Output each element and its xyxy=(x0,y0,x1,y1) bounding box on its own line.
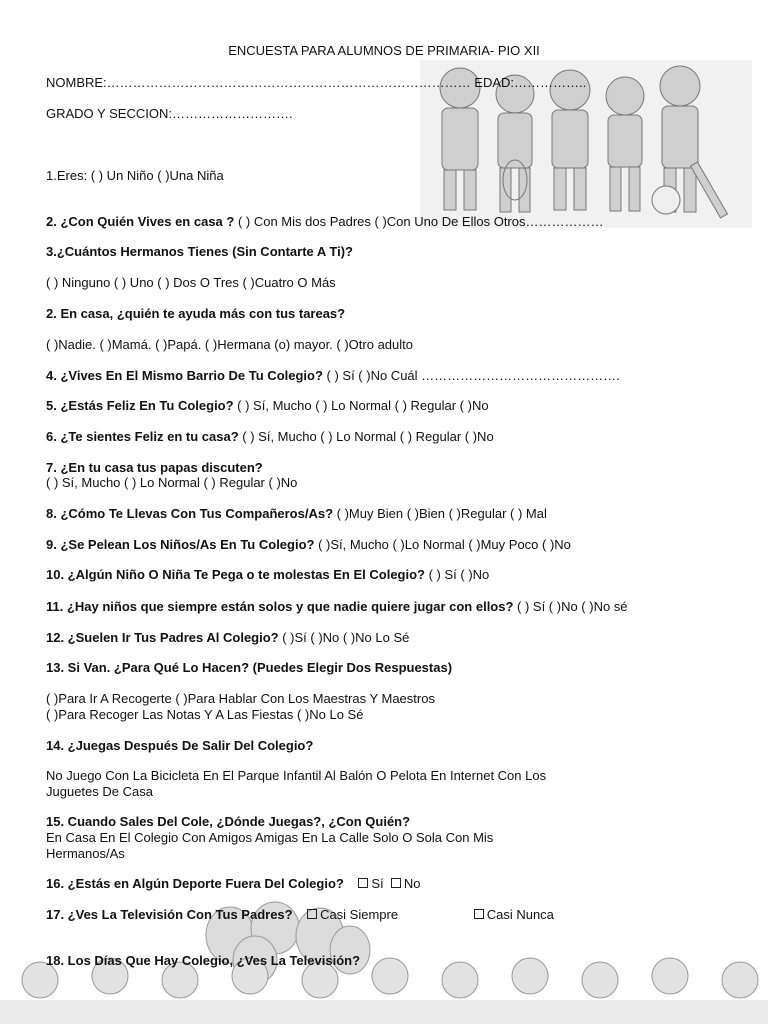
question-5-options: ( ) Sí, Mucho ( ) Lo Normal ( ) Regular ( )No xyxy=(233,398,489,413)
question-15-label: 15. Cuando Sales Del Cole, ¿Dónde Juegas?, ¿Con Quién? xyxy=(46,814,411,829)
question-8 xyxy=(46,506,547,521)
question-homework-label: 2. En casa, ¿quién te ayuda más con tus tareas? xyxy=(46,306,346,321)
question-4-options: ( ) Sí ( )No Cuál ………………………………………. xyxy=(322,368,620,383)
checkbox-icon[interactable] xyxy=(474,909,484,919)
question-16-option-yes: Sí xyxy=(371,876,384,891)
question-11 xyxy=(46,599,628,614)
question-2-options: ( ) Con Mis dos Padres ( )Con Uno De Ellos Otros……………… xyxy=(234,214,604,229)
question-17-label: 17. ¿Ves La Televisión Con Tus Padres? xyxy=(46,907,293,922)
question-14-label: 14. ¿Juegas Después De Salir Del Colegio? xyxy=(46,738,314,753)
question-1: 1.Eres: ( ) Un Niño ( )Una Niña xyxy=(46,168,224,183)
question-12-label: 12. ¿Suelen Ir Tus Padres Al Colegio? xyxy=(46,630,279,645)
question-13-options-1: ( )Para Ir A Recogerte ( )Para Hablar Con Los Maestras Y Maestros xyxy=(46,691,435,706)
question-12-options: ( )Sí ( )No ( )No Lo Sé xyxy=(278,630,410,645)
question-10-label: 10. ¿Algún Niño O Niña Te Pega o te molestas En El Colegio? xyxy=(46,567,425,582)
question-6-options: ( ) Sí, Mucho ( ) Lo Normal ( ) Regular ( )No xyxy=(238,429,494,444)
question-6 xyxy=(46,429,494,444)
question-2 xyxy=(46,214,604,229)
question-homework-options: ( )Nadie. ( )Mamá. ( )Papá. ( )Hermana (o) mayor. ( )Otro adulto xyxy=(46,337,413,352)
question-15-options-2: Hermanos/As xyxy=(46,846,125,861)
question-14-options-2: Juguetes De Casa xyxy=(46,784,153,799)
grade-section-field: GRADO Y SECCION:………………………. xyxy=(46,106,293,121)
question-10-options: ( ) Sí ( )No xyxy=(424,567,490,582)
question-14-options-1: No Juego Con La Bicicleta En El Parque Infantil Al Balón O Pelota En Internet Con Los xyxy=(46,768,547,783)
question-13-label: 13. Si Van. ¿Para Qué Lo Hacen? (Puedes Elegir Dos Respuestas) xyxy=(46,660,453,675)
question-8-options: ( )Muy Bien ( )Bien ( )Regular ( ) Mal xyxy=(333,506,547,521)
question-7-label: 7. ¿En tu casa tus papas discuten? xyxy=(46,460,263,475)
question-4-label: 4. ¿Vives En El Mismo Barrio De Tu Colegio? xyxy=(46,368,323,383)
question-9-label: 9. ¿Se Pelean Los Niños/As En Tu Colegio? xyxy=(46,537,315,552)
question-9-options: ( )Sí, Mucho ( )Lo Normal ( )Muy Poco ( )No xyxy=(314,537,571,552)
question-13-options-2: ( )Para Recoger Las Notas Y A Las Fiestas ( )No Lo Sé xyxy=(46,707,364,722)
checkbox-icon[interactable] xyxy=(391,878,401,888)
question-11-options: ( ) Sí ( )No ( )No sé xyxy=(513,599,628,614)
question-3-label: 3.¿Cuántos Hermanos Tienes (Sin Contarte A Ti)? xyxy=(46,244,353,259)
question-6-label: 6. ¿Te sientes Feliz en tu casa? xyxy=(46,429,239,444)
question-5 xyxy=(46,398,489,413)
checkbox-icon[interactable] xyxy=(358,878,368,888)
question-7-options: ( ) Sí, Mucho ( ) Lo Normal ( ) Regular ( )No xyxy=(46,475,298,490)
question-17 xyxy=(46,907,554,922)
question-17-option-always: Casi Siempre xyxy=(320,907,399,922)
question-2-label: 2. ¿Con Quién Vives en casa ? xyxy=(46,214,235,229)
checkbox-icon[interactable] xyxy=(307,909,317,919)
question-11-label: 11. ¿Hay niños que siempre están solos y que nadie quiere jugar con ellos? xyxy=(46,599,514,614)
question-9 xyxy=(46,537,571,552)
question-12 xyxy=(46,630,409,645)
question-17-option-never: Casi Nunca xyxy=(486,907,554,922)
survey-title: ENCUESTA PARA ALUMNOS DE PRIMARIA- PIO XII xyxy=(228,43,540,58)
question-5-label: 5. ¿Estás Feliz En Tu Colegio? xyxy=(46,398,234,413)
question-16-label: 16. ¿Estás en Algún Deporte Fuera Del Colegio? xyxy=(46,876,344,891)
name-age-field: NOMBRE:………………………………………………………………………… EDAD:…………….. xyxy=(46,75,587,90)
question-16 xyxy=(46,876,420,891)
question-10 xyxy=(46,567,489,582)
question-8-label: 8. ¿Cómo Te Llevas Con Tus Compañeros/As? xyxy=(46,506,334,521)
question-4 xyxy=(46,368,620,383)
question-18-label: 18. Los Días Que Hay Colegio, ¿Ves La Televisión? xyxy=(46,953,361,968)
question-3-options: ( ) Ninguno ( ) Uno ( ) Dos O Tres ( )Cuatro O Más xyxy=(46,275,336,290)
question-16-option-no: No xyxy=(403,876,421,891)
question-15-options-1: En Casa En El Colegio Con Amigos Amigas En La Calle Solo O Sola Con Mis xyxy=(46,830,494,845)
